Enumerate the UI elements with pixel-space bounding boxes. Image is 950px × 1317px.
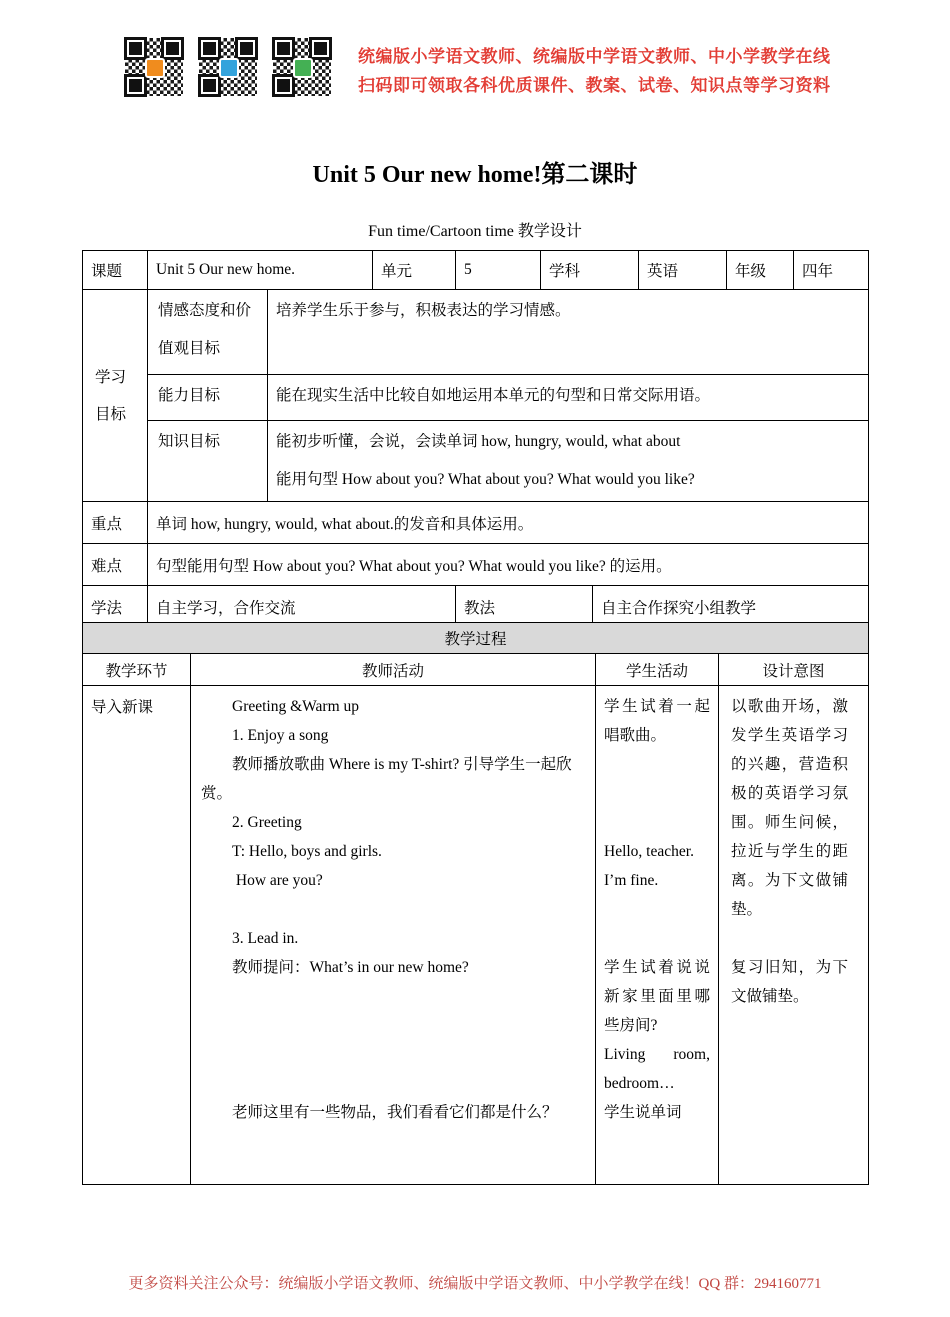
goal-ability-text: 能在现实生活中比较自如地运用本单元的句型和日常交际用语。 <box>268 375 869 421</box>
document-subtitle: Fun time/Cartoon time 教学设计 <box>368 223 582 240</box>
qr-code-3 <box>273 38 331 96</box>
learning-method-value: 自主学习，合作交流 <box>148 586 456 628</box>
topic-label: 课题 <box>83 251 148 290</box>
qr-code-1 <box>125 38 183 96</box>
unit-value: 5 <box>456 251 541 290</box>
key-point-text: 单词 how, hungry, would, what about.的发音和具体运用。 <box>148 502 869 544</box>
subject-label: 学科 <box>541 251 639 290</box>
unit-label: 单元 <box>373 251 456 290</box>
banner-line-1: 统编版小学语文教师、统编版中学语文教师、中小学教学在线 <box>358 47 831 66</box>
qr-finder-icon <box>124 37 147 60</box>
qr-finder-icon <box>309 37 332 60</box>
table-row <box>83 623 869 654</box>
qr-finder-icon <box>161 37 184 60</box>
qr-finder-icon <box>235 37 258 60</box>
key-point-label: 重点 <box>83 502 148 544</box>
subject-value: 英语 <box>639 251 727 290</box>
goal-affect-label: 情感态度和价值观目标 <box>148 290 268 375</box>
footer-note: 更多资料关注公众号：统编版小学语文教师、统编版中学语文教师、中小学教学在线！QQ 群：294160771 <box>128 1276 822 1292</box>
banner-line-2: 扫码即可领取各科优质课件、教案、试卷、知识点等学习资料 <box>358 76 831 95</box>
qr-logo-icon <box>145 58 165 78</box>
table-row <box>83 502 869 544</box>
teaching-method-label: 教法 <box>456 586 593 628</box>
qr-finder-icon <box>198 37 221 60</box>
qr-finder-icon <box>124 74 147 97</box>
table-row <box>83 375 869 421</box>
qr-code-2 <box>199 38 257 96</box>
difficult-point-text: 句型能用句型 How about you? What about you? What would you like? 的运用。 <box>148 544 869 586</box>
qr-codes <box>125 38 331 96</box>
student-activity-cell: 学生试着一起唱歌曲。 Hello, teacher. I’m fine. 学生试着说说新家里面里哪些房间? Living room, bedroom… 学生说单词 <box>596 686 719 1185</box>
table-row <box>83 251 869 290</box>
document-title: Unit 5 Our new home!第二课时 <box>312 162 638 188</box>
grade-value: 四年 <box>794 251 869 290</box>
qr-finder-icon <box>272 37 295 60</box>
learning-method-label: 学法 <box>83 586 148 628</box>
design-intent-cell: 以歌曲开场，激发学生英语学习的兴趣，营造积极的英语学习氛围。师生问候，拉近与学生的距离。为下文做铺垫。 复习旧知，为下文做铺垫。 <box>719 686 869 1185</box>
table-row <box>83 290 869 375</box>
qr-finder-icon <box>198 74 221 97</box>
qr-finder-icon <box>272 74 295 97</box>
table-row <box>83 654 869 686</box>
goal-affect-text: 培养学生乐于参与，积极表达的学习情感。 <box>268 290 869 375</box>
table-row <box>83 544 869 586</box>
stage-cell: 导入新课 <box>83 686 191 1185</box>
topic-value: Unit 5 Our new home. <box>148 251 373 290</box>
teaching-process-table <box>82 622 869 1185</box>
col-header-student-activity: 学生活动 <box>596 654 719 686</box>
difficult-point-label: 难点 <box>83 544 148 586</box>
table-row <box>83 421 869 502</box>
qr-logo-icon <box>219 58 239 78</box>
col-header-teacher-activity: 教师活动 <box>191 654 596 686</box>
promo-banner <box>358 42 878 100</box>
goal-ability-label: 能力目标 <box>148 375 268 421</box>
learning-goals-label: 学习目标 <box>83 290 148 502</box>
teaching-method-value: 自主合作探究小组教学 <box>593 586 869 628</box>
lesson-info-table <box>82 250 869 628</box>
process-title: 教学过程 <box>83 623 869 654</box>
table-row <box>83 686 869 1185</box>
goal-knowledge-label: 知识目标 <box>148 421 268 502</box>
col-header-stage: 教学环节 <box>83 654 191 686</box>
col-header-design-intent: 设计意图 <box>719 654 869 686</box>
goal-knowledge-text: 能初步听懂，会说，会读单词 how, hungry, would, what about 能用句型 How about you? What about you? What would you like? <box>268 421 869 502</box>
qr-logo-icon <box>293 58 313 78</box>
grade-label: 年级 <box>727 251 794 290</box>
teacher-activity-cell: Greeting &Warm up 1. Enjoy a song 教师播放歌曲 Where is my T-shirt? 引导学生一起欣赏。 2. Greeting T: Hello, boys and girls. How are you? 3. Lead in. 教师提问：What’s in our new home? 老师这里有一些物品，我们看看它们都是什么？ <box>191 686 596 1185</box>
